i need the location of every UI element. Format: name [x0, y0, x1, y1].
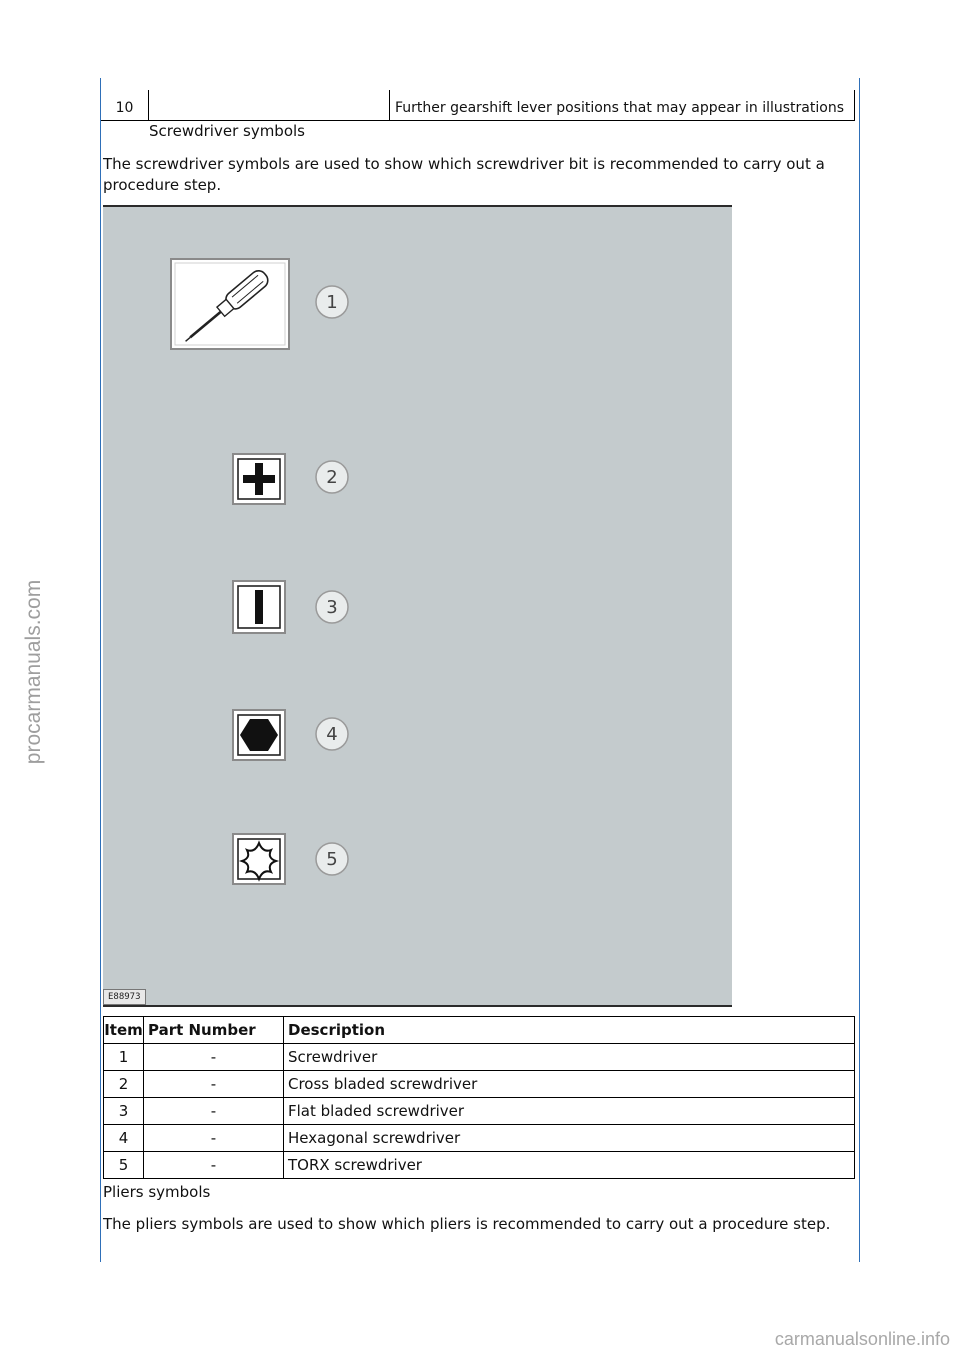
- cell-part-number: -: [144, 1071, 284, 1098]
- flat-bit-icon: [233, 581, 285, 633]
- header-part-number: Part Number: [144, 1017, 284, 1044]
- table-row: [104, 1071, 855, 1098]
- figure-drawing: [103, 207, 732, 1001]
- cell-description: Cross bladed screwdriver: [284, 1071, 855, 1098]
- table-header-row: [104, 1017, 855, 1044]
- pliers-intro: The pliers symbols are used to show which pliers is recommended to carry out a procedure step.: [103, 1215, 831, 1233]
- cross-bit-icon: [233, 454, 285, 504]
- parts-table: [103, 1016, 855, 1179]
- table-row: [104, 1098, 855, 1125]
- cell-item: 3: [104, 1098, 144, 1125]
- callout-1: 1: [326, 292, 338, 313]
- cell-item: 5: [104, 1152, 144, 1179]
- screwdriver-intro: The screwdriver symbols are used to show which screwdriver bit is recommended to carry out a procedure step.: [103, 155, 825, 194]
- cell-part-number: -: [144, 1152, 284, 1179]
- torx-bit-icon: [233, 834, 285, 884]
- cell-description: Screwdriver: [284, 1044, 855, 1071]
- row-part-number: [148, 90, 390, 120]
- screwdriver-heading: Screwdriver symbols: [149, 122, 305, 140]
- cell-item: 4: [104, 1125, 144, 1152]
- cell-item: 2: [104, 1071, 144, 1098]
- screwdriver-symbols-figure: [103, 205, 732, 1007]
- row-item: 10: [115, 100, 134, 116]
- header-description: Description: [284, 1017, 855, 1044]
- table-row: [104, 1152, 855, 1179]
- cell-part-number: -: [144, 1098, 284, 1125]
- screwdriver-icon: [171, 259, 289, 349]
- right-margin-rule: [859, 78, 860, 1262]
- table-row: [104, 1125, 855, 1152]
- figure-label: E88973: [103, 989, 146, 1005]
- callout-4: 4: [326, 724, 338, 745]
- footer-watermark: carmanualsonline.info: [774, 1329, 950, 1349]
- left-margin-rule: [100, 78, 101, 1262]
- callout-2: 2: [326, 467, 338, 488]
- cell-description: TORX screwdriver: [284, 1152, 855, 1179]
- callout-3: 3: [326, 597, 338, 618]
- cell-item: 1: [104, 1044, 144, 1071]
- cell-description: Flat bladed screwdriver: [284, 1098, 855, 1125]
- callout-circles: [316, 286, 348, 875]
- cell-description: Hexagonal screwdriver: [284, 1125, 855, 1152]
- hexagonal-bit-icon: [233, 710, 285, 760]
- side-watermark-text: procarmanuals.com: [22, 579, 45, 765]
- cell-part-number: -: [144, 1125, 284, 1152]
- table-row: [104, 1044, 855, 1071]
- cell-part-number: -: [144, 1044, 284, 1071]
- side-watermark: [22, 579, 46, 765]
- callout-5: 5: [326, 849, 338, 870]
- previous-table-last-row: [101, 90, 855, 121]
- pliers-heading: Pliers symbols: [103, 1183, 211, 1201]
- header-item: Item: [104, 1017, 144, 1044]
- row-description: Further gearshift lever positions that may appear in illustrations: [395, 100, 844, 116]
